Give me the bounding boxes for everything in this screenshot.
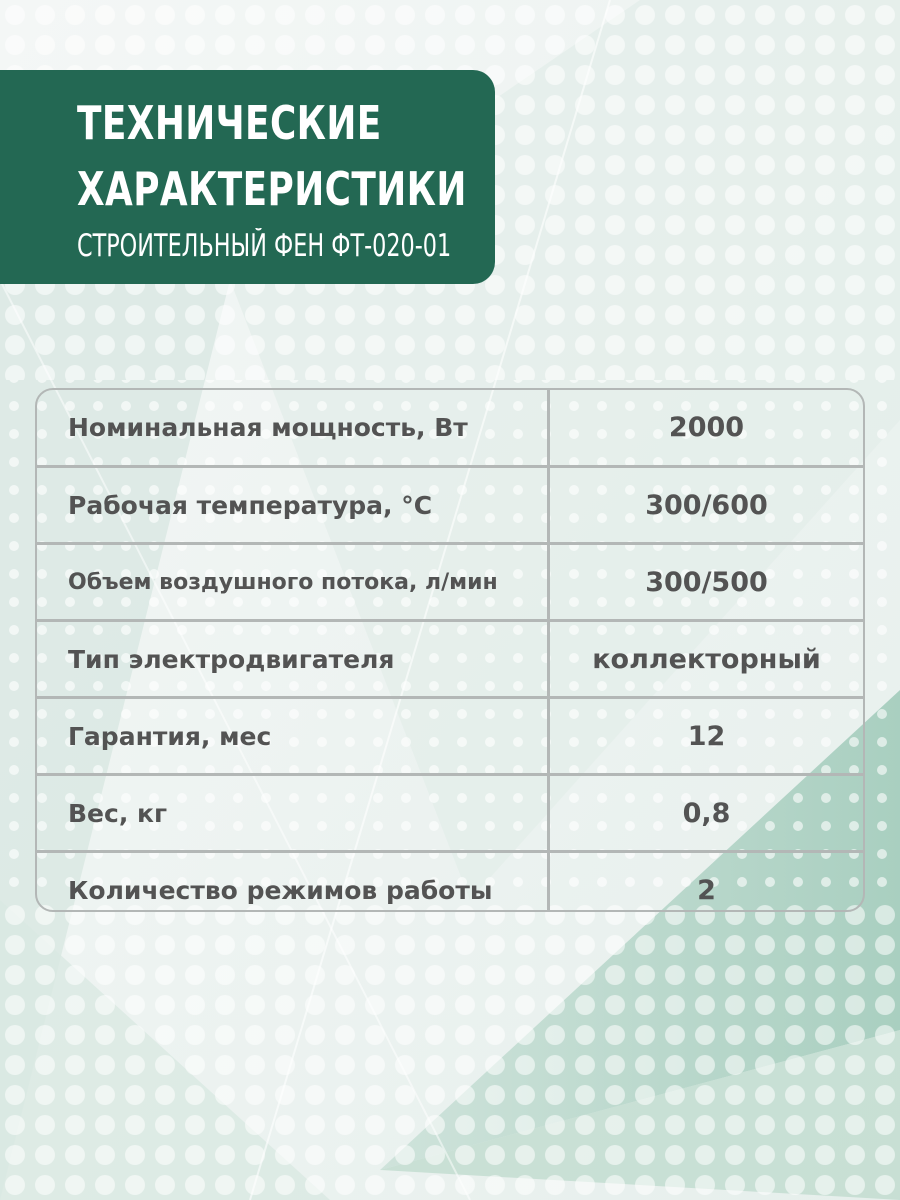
header-banner <box>0 70 495 284</box>
spec-label: Количество режимов работы <box>37 853 550 912</box>
table-row <box>37 619 863 696</box>
title-line-2: ХАРАКТЕРИСТИКИ <box>77 162 467 216</box>
spec-value: 12 <box>687 720 726 752</box>
table-row <box>37 696 863 773</box>
table-row <box>37 542 863 619</box>
spec-value: 2 <box>697 874 716 906</box>
spec-label: Тип электродвигателя <box>37 622 550 696</box>
table-row <box>37 850 863 912</box>
spec-value: 300/500 <box>645 566 768 598</box>
spec-value: 300/600 <box>645 489 768 521</box>
table-row <box>37 773 863 850</box>
spec-label: Вес, кг <box>37 776 550 850</box>
spec-label: Гарантия, мес <box>37 699 550 773</box>
spec-value: 2000 <box>668 412 745 443</box>
title-line-1: ТЕХНИЧЕСКИЕ <box>77 96 382 150</box>
table-row <box>37 465 863 542</box>
spec-label: Объем воздушного потока, л/мин <box>37 545 550 619</box>
product-subtitle: СТРОИТЕЛЬНЫЙ ФЕН ФТ-020-01 <box>77 228 452 264</box>
spec-label: Рабочая температура, °С <box>37 468 550 542</box>
spec-label: Номинальная мощность, Вт <box>37 390 550 465</box>
spec-value: 0,8 <box>682 797 731 829</box>
spec-value: коллекторный <box>592 643 821 675</box>
specs-table <box>35 388 865 912</box>
table-row <box>37 390 863 465</box>
